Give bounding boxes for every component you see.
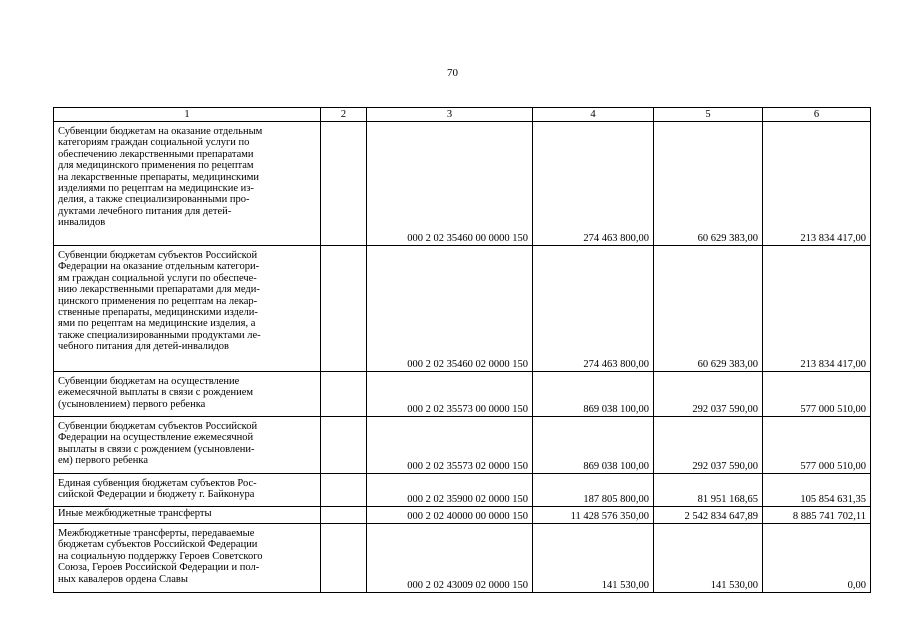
row-value-5: 292 037 590,00 — [654, 417, 763, 474]
description-line: Федерации на оказание отдельным категори- — [58, 261, 260, 273]
row-value-4: 141 530,00 — [533, 524, 654, 593]
description-line: ями по рецептам на медицинские изделия, а — [58, 318, 256, 330]
table-row — [54, 507, 871, 524]
row-code: 000 2 02 43009 02 0000 150 — [367, 524, 533, 593]
row-code: 000 2 02 35573 00 0000 150 — [367, 372, 533, 417]
description-line: инвалидов — [58, 217, 106, 229]
description-line: на лекарственные препараты, медицинскими — [58, 171, 260, 183]
row-value-5: 60 629 383,00 — [654, 246, 763, 372]
row-value-6: 577 000 510,00 — [763, 372, 871, 417]
description-line: ем) первого ребенка — [58, 455, 149, 467]
table-row — [54, 474, 871, 507]
description-line: нию лекарственными препаратами для меди- — [58, 284, 260, 296]
row-value-6: 213 834 417,00 — [763, 246, 871, 372]
row-col2 — [321, 372, 367, 417]
row-code: 000 2 02 35460 00 0000 150 — [367, 122, 533, 246]
row-col2 — [321, 507, 367, 524]
description-line: сийской Федерации и бюджету г. Байконура — [58, 489, 255, 501]
column-header-5: 5 — [654, 108, 763, 122]
description-line: ственные препараты, медицинскими издели- — [58, 307, 258, 319]
row-description — [54, 417, 321, 474]
description-line: Субвенции бюджетам субъектов Российской — [58, 250, 258, 261]
row-description — [54, 122, 321, 246]
row-col2 — [321, 474, 367, 507]
description-line: Субвенции бюджетам субъектов Российской — [58, 421, 258, 432]
row-value-4: 274 463 800,00 — [533, 246, 654, 372]
description-line: Межбюджетные трансферты, передаваемые — [58, 528, 255, 539]
description-line: изделиями по рецептам на медицинские из- — [58, 183, 254, 195]
description-line: Субвенции бюджетам на оказание отдельным — [58, 126, 263, 137]
row-description — [54, 246, 321, 372]
row-col2 — [321, 417, 367, 474]
column-header-6: 6 — [763, 108, 871, 122]
row-value-4: 869 038 100,00 — [533, 372, 654, 417]
description-line: на социальную поддержку Героев Советского — [58, 550, 263, 562]
row-value-6: 0,00 — [763, 524, 871, 593]
description-line: категориям граждан социальной услуги по — [58, 137, 250, 149]
row-value-5: 2 542 834 647,89 — [654, 507, 763, 524]
table-row — [54, 246, 871, 372]
table-header-row — [54, 108, 871, 122]
row-description — [54, 372, 321, 417]
row-value-6: 105 854 631,35 — [763, 474, 871, 507]
row-description — [54, 524, 321, 593]
row-code: 000 2 02 35460 02 0000 150 — [367, 246, 533, 372]
budget-table — [53, 107, 871, 593]
row-description — [54, 474, 321, 507]
row-col2 — [321, 524, 367, 593]
row-value-6: 213 834 417,00 — [763, 122, 871, 246]
description-line: чебного питания для детей-инвалидов — [58, 341, 230, 353]
row-value-5: 81 951 168,65 — [654, 474, 763, 507]
description-line: Единая субвенция бюджетам субъектов Рос- — [58, 478, 257, 489]
table-row — [54, 524, 871, 593]
row-value-6: 8 885 741 702,11 — [763, 507, 871, 524]
row-col2 — [321, 246, 367, 372]
row-value-5: 292 037 590,00 — [654, 372, 763, 417]
description-line: (усыновлением) первого ребенка — [58, 398, 206, 410]
description-line: ежемесячной выплаты в связи с рождением — [58, 387, 254, 399]
description-line: для медицинского применения по рецептам — [58, 160, 254, 172]
description-line: обеспечению лекарственными препаратами — [58, 148, 254, 160]
row-code: 000 2 02 35900 02 0000 150 — [367, 474, 533, 507]
column-header-4: 4 — [533, 108, 654, 122]
row-col2 — [321, 122, 367, 246]
column-header-2: 2 — [321, 108, 367, 122]
description-line: выплаты в связи с рождением (усыновлени- — [58, 443, 255, 455]
row-code: 000 2 02 40000 00 0000 150 — [367, 507, 533, 524]
row-value-4: 274 463 800,00 — [533, 122, 654, 246]
row-value-4: 869 038 100,00 — [533, 417, 654, 474]
description-line: Союза, Героев Российской Федерации и пол- — [58, 562, 260, 574]
row-description — [54, 507, 321, 524]
description-line: Федерации на осуществление ежемесячной — [58, 432, 254, 444]
table-row — [54, 122, 871, 246]
row-value-6: 577 000 510,00 — [763, 417, 871, 474]
page-number: 70 — [447, 67, 458, 79]
table-row — [54, 417, 871, 474]
row-code: 000 2 02 35573 02 0000 150 — [367, 417, 533, 474]
description-line: дуктами лечебного питания для детей- — [58, 205, 232, 217]
description-line: делия, а также специализированными про- — [58, 194, 250, 206]
description-line: ям граждан социальной услуги по обеспече- — [58, 272, 257, 284]
description-line: Субвенции бюджетам на осуществление — [58, 376, 240, 387]
row-value-4: 11 428 576 350,00 — [533, 507, 654, 524]
description-line: также специализированными продуктами ле- — [58, 329, 261, 341]
description-line: ных кавалеров ордена Славы — [58, 573, 188, 585]
row-value-4: 187 805 800,00 — [533, 474, 654, 507]
row-value-5: 60 629 383,00 — [654, 122, 763, 246]
description-line: Иные межбюджетные трансферты — [58, 508, 212, 519]
column-header-1: 1 — [54, 108, 321, 122]
table-row — [54, 372, 871, 417]
description-line: цинского применения по рецептам на лекар- — [58, 295, 258, 307]
column-header-3: 3 — [367, 108, 533, 122]
description-line: бюджетам субъектов Российской Федерации — [58, 539, 258, 551]
row-value-5: 141 530,00 — [654, 524, 763, 593]
